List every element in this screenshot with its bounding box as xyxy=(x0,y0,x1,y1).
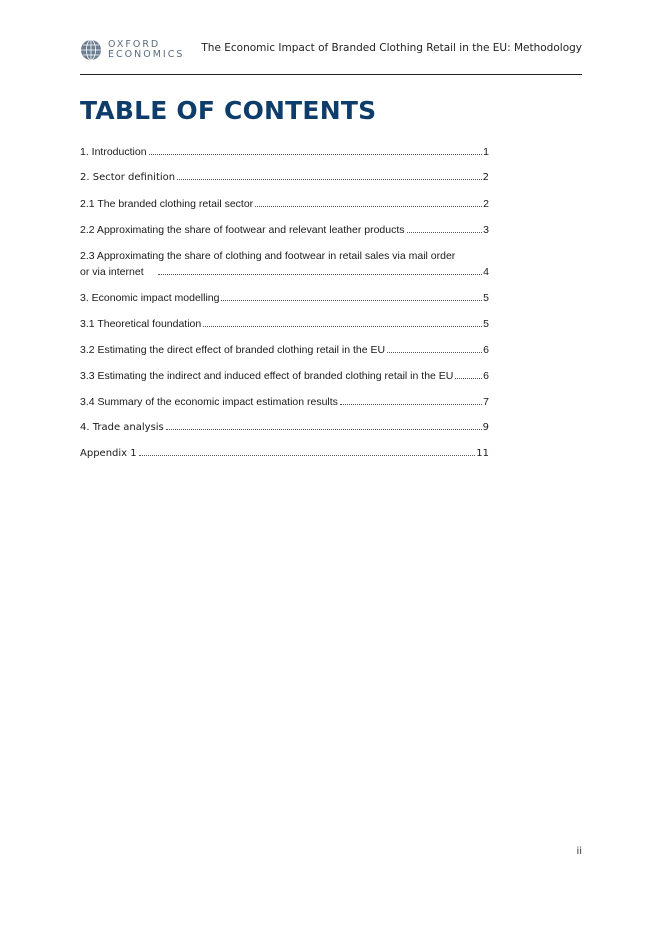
table-of-contents xyxy=(80,144,489,472)
toc-entry[interactable] xyxy=(80,144,489,160)
toc-leader xyxy=(340,404,482,405)
toc-leader xyxy=(387,352,482,353)
toc-heading: TABLE OF CONTENTS xyxy=(80,96,377,125)
toc-page: 11 xyxy=(476,448,489,459)
toc-page: 9 xyxy=(482,422,489,433)
toc-leader xyxy=(455,378,482,379)
toc-leader xyxy=(221,300,482,301)
toc-entry[interactable] xyxy=(80,222,489,238)
document-title: The Economic Impact of Branded Clothing Retail in the EU: Methodology xyxy=(201,42,582,54)
globe-icon xyxy=(80,39,102,61)
toc-leader xyxy=(166,429,482,430)
toc-page: 3 xyxy=(483,224,489,236)
logo-line-2: ECONOMICS xyxy=(108,49,185,60)
toc-label: 3.3 Estimating the indirect and induced effect of branded clothing retail in the EU xyxy=(80,370,454,382)
toc-page: 6 xyxy=(483,344,489,356)
toc-entry[interactable] xyxy=(80,394,489,410)
toc-entry[interactable] xyxy=(80,290,489,306)
toc-label-line-1: 2.3 Approximating the share of clothing and footwear in retail sales via mail order xyxy=(80,250,456,262)
toc-page: 6 xyxy=(483,370,489,382)
toc-label: 2. Sector definition xyxy=(80,172,176,183)
toc-page: 2 xyxy=(482,172,489,183)
logo-line-1: OXFORD xyxy=(108,39,161,50)
toc-label: 3.4 Summary of the economic impact estimation results xyxy=(80,396,338,408)
toc-page: 2 xyxy=(483,198,489,210)
toc-entry[interactable] xyxy=(80,248,489,280)
toc-leader xyxy=(177,179,482,180)
toc-entry[interactable] xyxy=(80,368,489,384)
toc-entry[interactable] xyxy=(80,316,489,332)
toc-label: 4. Trade analysis xyxy=(80,422,164,433)
toc-label: 2.2 Approximating the share of footwear and relevant leather products xyxy=(80,224,405,236)
toc-label: 2.1 The branded clothing retail sector xyxy=(80,198,254,210)
toc-page: 5 xyxy=(483,292,489,304)
toc-label: 3.2 Estimating the direct effect of branded clothing retail in the EU xyxy=(80,344,386,356)
toc-page: 1 xyxy=(483,146,489,158)
toc-leader xyxy=(139,455,476,456)
toc-page: 5 xyxy=(483,318,489,330)
toc-entry[interactable] xyxy=(80,446,489,462)
toc-label: 1. Introduction xyxy=(80,146,147,158)
page-number: ii xyxy=(576,846,582,857)
header-divider xyxy=(80,74,582,75)
toc-entry[interactable] xyxy=(80,342,489,358)
toc-entry[interactable] xyxy=(80,170,489,186)
toc-leader xyxy=(203,326,482,327)
toc-leader xyxy=(149,154,483,155)
toc-label-line-2: or via internet xyxy=(80,266,144,278)
toc-leader xyxy=(255,206,482,207)
toc-entry[interactable] xyxy=(80,420,489,436)
toc-entry[interactable] xyxy=(80,196,489,212)
toc-label: 3.1 Theoretical foundation xyxy=(80,318,202,330)
toc-label: Appendix 1 xyxy=(80,448,137,459)
toc-label: 3. Economic impact modelling xyxy=(80,292,220,304)
toc-page: 7 xyxy=(483,396,489,408)
toc-leader xyxy=(158,274,483,275)
toc-page: 4 xyxy=(483,266,489,278)
oxford-economics-logo xyxy=(80,39,184,61)
toc-leader xyxy=(407,232,483,233)
